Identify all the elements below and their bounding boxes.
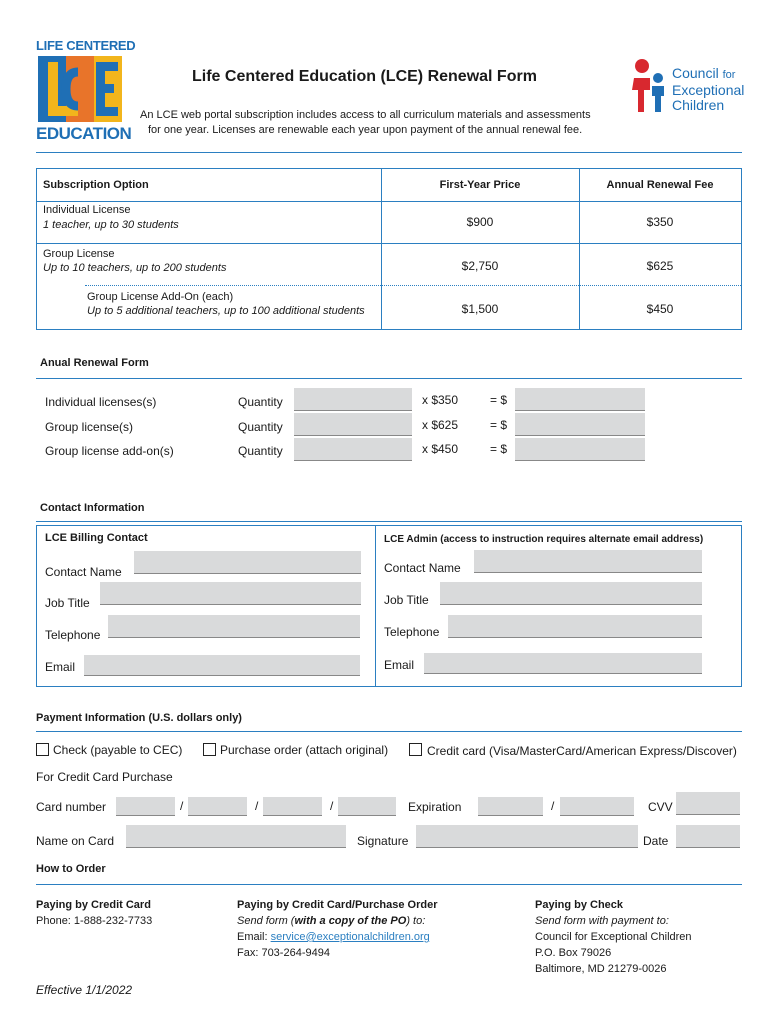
billing-contact-title: LCE Billing Contact xyxy=(45,532,148,544)
pricing-row-detail: 1 teacher, up to 30 students xyxy=(43,219,179,231)
pricing-row-detail: Up to 5 additional teachers, up to 100 additional students xyxy=(87,305,365,317)
cec-line-2: Exceptional xyxy=(672,82,745,98)
lce-logo xyxy=(36,38,136,143)
equals-label: = $ xyxy=(490,393,508,407)
pricing-header-first-year: First-Year Price xyxy=(439,179,521,191)
admin-name-label: Contact Name xyxy=(384,561,461,575)
credit-card-checkbox[interactable] xyxy=(409,743,422,756)
description-line-2: for one year. Licenses are renewable each year upon payment of the annual renewal fee. xyxy=(148,124,583,136)
order-credit-po-title: Paying by Credit Card/Purchase Order xyxy=(237,899,438,911)
billing-job-label: Job Title xyxy=(45,596,90,610)
pricing-row-renewal: $350 xyxy=(646,215,674,229)
email-link[interactable]: service@exceptionalchildren.org xyxy=(270,931,430,943)
purchase-order-checkbox[interactable] xyxy=(203,743,216,756)
renewal-row-label: Individual licenses(s) xyxy=(45,395,157,409)
cvv-label: CVV xyxy=(648,800,673,814)
send-post: ) to: xyxy=(406,915,426,927)
renewal-row-label: Group license(s) xyxy=(45,420,134,434)
expiration-month-input[interactable] xyxy=(478,797,543,816)
credit-card-option-label: Credit card (Visa/MasterCard/American Express/Discover) xyxy=(427,744,737,758)
card-number-label: Card number xyxy=(36,800,107,814)
equals-label: = $ xyxy=(490,418,508,432)
send-bold: with a copy of the PO xyxy=(294,915,407,927)
admin-email-label: Email xyxy=(384,658,415,672)
pricing-header-option: Subscription Option xyxy=(43,179,149,191)
order-credit-card-phone: Phone: 1-888-232-7733 xyxy=(36,915,153,927)
admin-name-input[interactable] xyxy=(474,550,702,573)
multiplier: x $450 xyxy=(422,442,459,456)
quantity-input[interactable] xyxy=(294,438,412,461)
pricing-header-renewal: Annual Renewal Fee xyxy=(606,179,714,191)
effective-date: Effective 1/1/2022 xyxy=(36,983,133,997)
expiration-label: Expiration xyxy=(408,800,462,814)
cec-line-1b: for xyxy=(722,69,736,81)
order-heading: How to Order xyxy=(36,863,106,875)
admin-job-input[interactable] xyxy=(440,582,702,605)
cec-logo-text xyxy=(672,66,744,113)
billing-email-input[interactable] xyxy=(84,655,360,676)
billing-phone-label: Telephone xyxy=(45,628,101,642)
billing-email-label: Email xyxy=(45,660,76,674)
lce-logo-graphic xyxy=(38,56,122,122)
admin-phone-input[interactable] xyxy=(448,615,702,638)
contact-heading: Contact Information xyxy=(40,502,145,514)
order-credit-card-title: Paying by Credit Card xyxy=(36,899,151,911)
admin-email-input[interactable] xyxy=(424,653,702,674)
cec-line-1: Council xyxy=(672,65,719,81)
cec-logo xyxy=(628,56,758,118)
name-on-card-label: Name on Card xyxy=(36,834,115,848)
slash: / xyxy=(255,799,259,813)
check-checkbox[interactable] xyxy=(36,743,49,756)
card-number-input-3[interactable] xyxy=(263,797,322,816)
order-check-send: Send form with payment to: xyxy=(535,915,669,927)
payment-rule xyxy=(36,731,742,732)
email-label: Email: xyxy=(237,931,271,943)
admin-phone-label: Telephone xyxy=(384,625,440,639)
purchase-order-option-label: Purchase order (attach original) xyxy=(220,743,389,757)
pricing-row-name: Group License Add-On (each) xyxy=(87,291,234,303)
order-check-title: Paying by Check xyxy=(535,899,624,911)
expiration-year-input[interactable] xyxy=(560,797,634,816)
renewal-heading: Anual Renewal Form xyxy=(40,357,149,369)
pricing-table xyxy=(36,168,742,330)
order-credit-po-column xyxy=(237,897,438,961)
renewal-row-label: Group license add-on(s) xyxy=(45,444,174,458)
order-credit-po-send xyxy=(237,913,438,929)
signature-input[interactable] xyxy=(416,825,638,848)
billing-name-label: Contact Name xyxy=(45,565,122,579)
quantity-label: Quantity xyxy=(238,395,283,409)
billing-phone-input[interactable] xyxy=(108,615,360,638)
multiplier: x $625 xyxy=(422,418,459,432)
card-purchase-heading: For Credit Card Purchase xyxy=(36,770,173,784)
order-check-line-3: Baltimore, MD 21279-0026 xyxy=(535,963,667,975)
multiplier: x $350 xyxy=(422,393,459,407)
slash: / xyxy=(330,799,334,813)
payment-heading: Payment Information (U.S. dollars only) xyxy=(36,712,242,724)
quantity-label: Quantity xyxy=(238,420,283,434)
date-label: Date xyxy=(643,834,669,848)
cec-logo-figures-icon xyxy=(628,56,668,116)
order-credit-card-column xyxy=(36,897,152,929)
header-rule xyxy=(36,152,742,153)
pricing-row-first-year: $2,750 xyxy=(461,259,499,273)
card-number-input-1[interactable] xyxy=(116,797,175,816)
amount-input[interactable] xyxy=(515,438,645,461)
equals-label: = $ xyxy=(490,442,508,456)
pricing-row-renewal: $450 xyxy=(646,302,674,316)
check-option-label: Check (payable to CEC) xyxy=(53,743,183,757)
name-on-card-input[interactable] xyxy=(126,825,346,848)
page-title: Life Centered Education (LCE) Renewal Form xyxy=(192,68,537,85)
description-line-1: An LCE web portal subscription includes access to all curriculum materials and assessments xyxy=(140,109,591,121)
slash: / xyxy=(180,799,184,813)
admin-contact-title: LCE Admin (access to instruction requires alternate email address) xyxy=(384,534,704,545)
pricing-row-name: Individual License xyxy=(43,204,131,216)
cvv-input[interactable] xyxy=(676,792,740,815)
pricing-row-renewal: $625 xyxy=(646,259,674,273)
card-number-input-2[interactable] xyxy=(188,797,247,816)
send-pre: Send form ( xyxy=(237,915,295,927)
lce-logo-top-text: LIFE CENTERED xyxy=(36,38,136,53)
billing-job-input[interactable] xyxy=(100,582,361,605)
pricing-row-name: Group License xyxy=(43,248,115,260)
cec-line-3: Children xyxy=(672,97,725,113)
amount-input[interactable] xyxy=(515,413,645,436)
renewal-rule xyxy=(36,378,742,379)
order-credit-po-email-line xyxy=(237,929,438,945)
lce-logo-bottom-text: EDUCATION xyxy=(36,124,132,143)
order-credit-po-fax: Fax: 703-264-9494 xyxy=(237,947,330,959)
quantity-label: Quantity xyxy=(238,444,283,458)
order-check-column xyxy=(535,897,692,977)
admin-job-label: Job Title xyxy=(384,593,429,607)
slash: / xyxy=(551,799,555,813)
card-number-input-4[interactable] xyxy=(338,797,396,816)
pricing-row-first-year: $1,500 xyxy=(461,302,499,316)
amount-input[interactable] xyxy=(515,388,645,411)
contact-divider xyxy=(375,526,376,686)
order-check-line-2: P.O. Box 79026 xyxy=(535,947,612,959)
billing-name-input[interactable] xyxy=(134,551,361,574)
order-rule xyxy=(36,884,742,885)
signature-label: Signature xyxy=(357,834,409,848)
quantity-input[interactable] xyxy=(294,388,412,411)
pricing-row-detail: Up to 10 teachers, up to 200 students xyxy=(43,262,227,274)
order-check-line-1: Council for Exceptional Children xyxy=(535,931,692,943)
quantity-input[interactable] xyxy=(294,413,412,436)
date-input[interactable] xyxy=(676,825,740,848)
contact-rule xyxy=(36,521,742,522)
pricing-row-first-year: $900 xyxy=(466,215,494,229)
